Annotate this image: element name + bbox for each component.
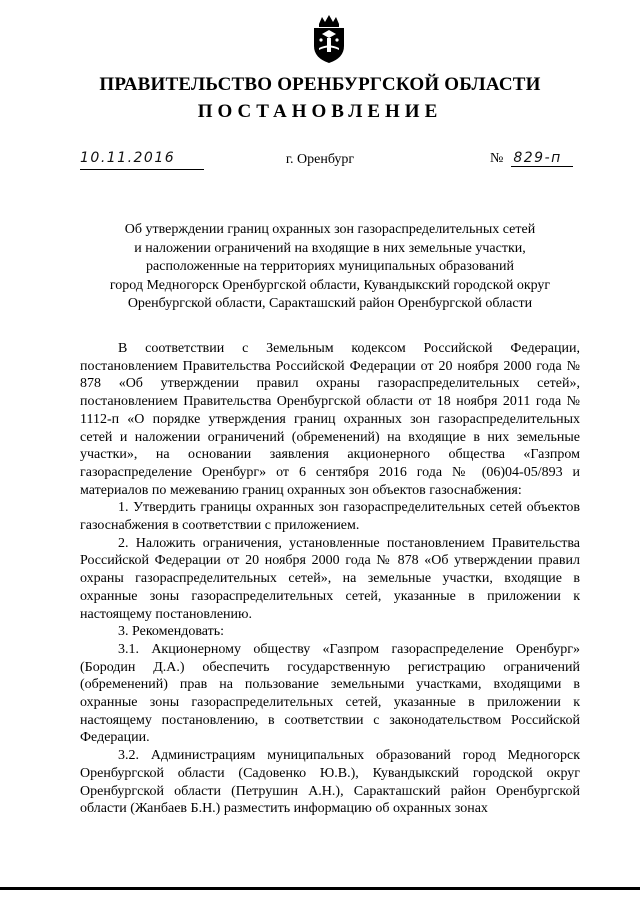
document-body: [80, 340, 580, 818]
body-paragraph: 3.2. Администрациям муниципальных образований город Медногорск Оренбургской области (Садовенко Ю.В.), Кувандыкский городской округ Оренбургской области (Петрушин А.Н.), Саракташский район Оренбургской области (Жанбаев Б.Н.) разместить информацию об охранных зонах: [80, 748, 580, 817]
body-paragraph: 2. Наложить ограничения, установленные постановлением Правительства Российской Федерации от 20 ноября 2000 года № 878 «Об утверждении правил охраны газораспределительных сетей», на земельные участки, входящие в охранные зоны газораспределительных сетей, указанные в приложении к настоящему постановлению.: [80, 535, 580, 622]
body-paragraph: В соответствии с Земельным кодексом Российской Федерации, постановлением Правительства Российской Федерации от 20 ноября 2000 года № 878 «Об утверждении правил охраны газораспределительных сетей», постановлением Правительства Оренбургской области от 18 ноября 2011 года № 1112-п «О порядке утверждения границ охранных зон газораспределительных сетей и наложении ограничений (обременений) на входящие в них земельные участки», на основании заявления акционерного общества «Газпром газораспределение Оренбург» от 6 сентября 2016 года № (06)04-05/893 и материалов по межеванию границ охранных зон объектов газоснабжения:: [80, 341, 580, 498]
body-paragraph: 3.1. Акционерному обществу «Газпром газораспределение Оренбург» (Бородин Д.А.) обеспечить государственную регистрацию ограничений (обременений) прав на пользование земельными участками, входящими в охранные зоны газораспределительных сетей, указанные в приложении к настоящему постановлению, в соответствии с законодательством Российской Федерации.: [80, 641, 580, 746]
document-number: [490, 150, 573, 167]
body-paragraph: 1. Утвердить границы охранных зон газораспределительных сетей объектов газоснабжения в соответствии с приложением.: [80, 500, 580, 534]
coat-of-arms-icon: [310, 14, 348, 64]
page-bottom-border: [0, 887, 640, 890]
subject-line: Оренбургской области, Саракташский район Оренбургской области: [127, 296, 533, 312]
subject-line: расположенные на территориях муниципальных образований: [146, 259, 514, 275]
subject-line: и наложении ограничений на входящие в них земельные участки,: [134, 240, 526, 256]
document-subject: [70, 221, 590, 314]
body-paragraph: 3. Рекомендовать:: [118, 624, 224, 640]
date-value: 10.11.2016: [80, 150, 176, 166]
document-city: г. Оренбург: [285, 152, 355, 167]
subject-line: город Медногорск Оренбургской области, Кувандыкский городской округ: [109, 277, 551, 293]
government-title: ПРАВИТЕЛЬСТВО ОРЕНБУРГСКОЙ ОБЛАСТИ: [99, 74, 541, 95]
document-type: ПОСТАНОВЛЕНИЕ: [197, 101, 443, 122]
number-value: 829-п: [511, 150, 573, 167]
number-label: №: [490, 151, 504, 166]
subject-line: Об утверждении границ охранных зон газораспределительных сетей: [124, 222, 536, 237]
